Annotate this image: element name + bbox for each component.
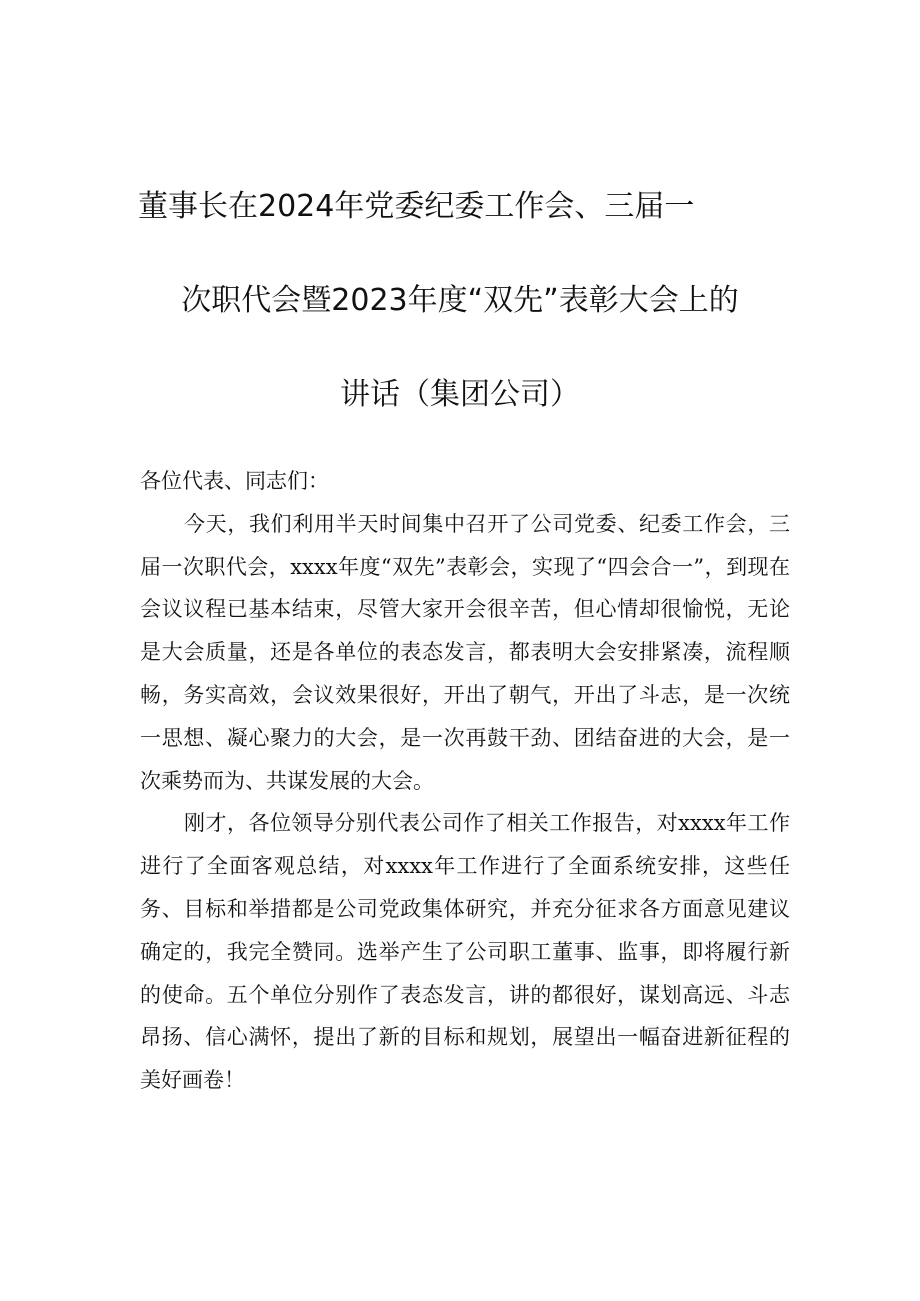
title-line-2: 次职代会暨2023年度“双先”表彰大会上的: [181, 283, 739, 318]
document-body: [140, 460, 790, 1102]
paragraph-1: 今天，我们利用半天时间集中召开了公司党委、纪委工作会，三届一次职代会，xxxx年度“双先”表彰会，实现了“四会合一”，到现在会议议程已基本结束，尽管大家开会很辛苦，但心情却很愉悦，无论是大会质量，还是各单位的表态发言，都表明大会安排紧凑，流程顺畅，务实高效，会议效果很好，开出了朝气，开出了斗志，是一次统一思想、凝心聚力的大会，是一次再鼓干劲、团结奋进的大会，是一次乘势而为、共谋发展的大会。: [140, 511, 790, 793]
document-title: [140, 0, 780, 442]
title-line-3: 讲话（集团公司）: [340, 377, 580, 412]
paragraph-2: 刚才，各位领导分别代表公司作了相关工作报告，对xxxx年工作进行了全面客观总结，对xxxx年工作进行了全面系统安排，这些任务、目标和举措都是公司党政集体研究，并充分征求各方面意见建议确定的，我完全赞同。选举产生了公司职工董事、监事，即将履行新的使命。五个单位分别作了表态发言，讲的都很好，谋划高远、斗志昂扬、信心满怀，提出了新的目标和规划，展望出一幅奋进新征程的美好画卷！: [140, 811, 790, 1093]
title-line-1: 董事长在2024年党委纪委工作会、三届一: [138, 189, 695, 224]
salutation: 各位代表、同志们：: [140, 469, 329, 493]
